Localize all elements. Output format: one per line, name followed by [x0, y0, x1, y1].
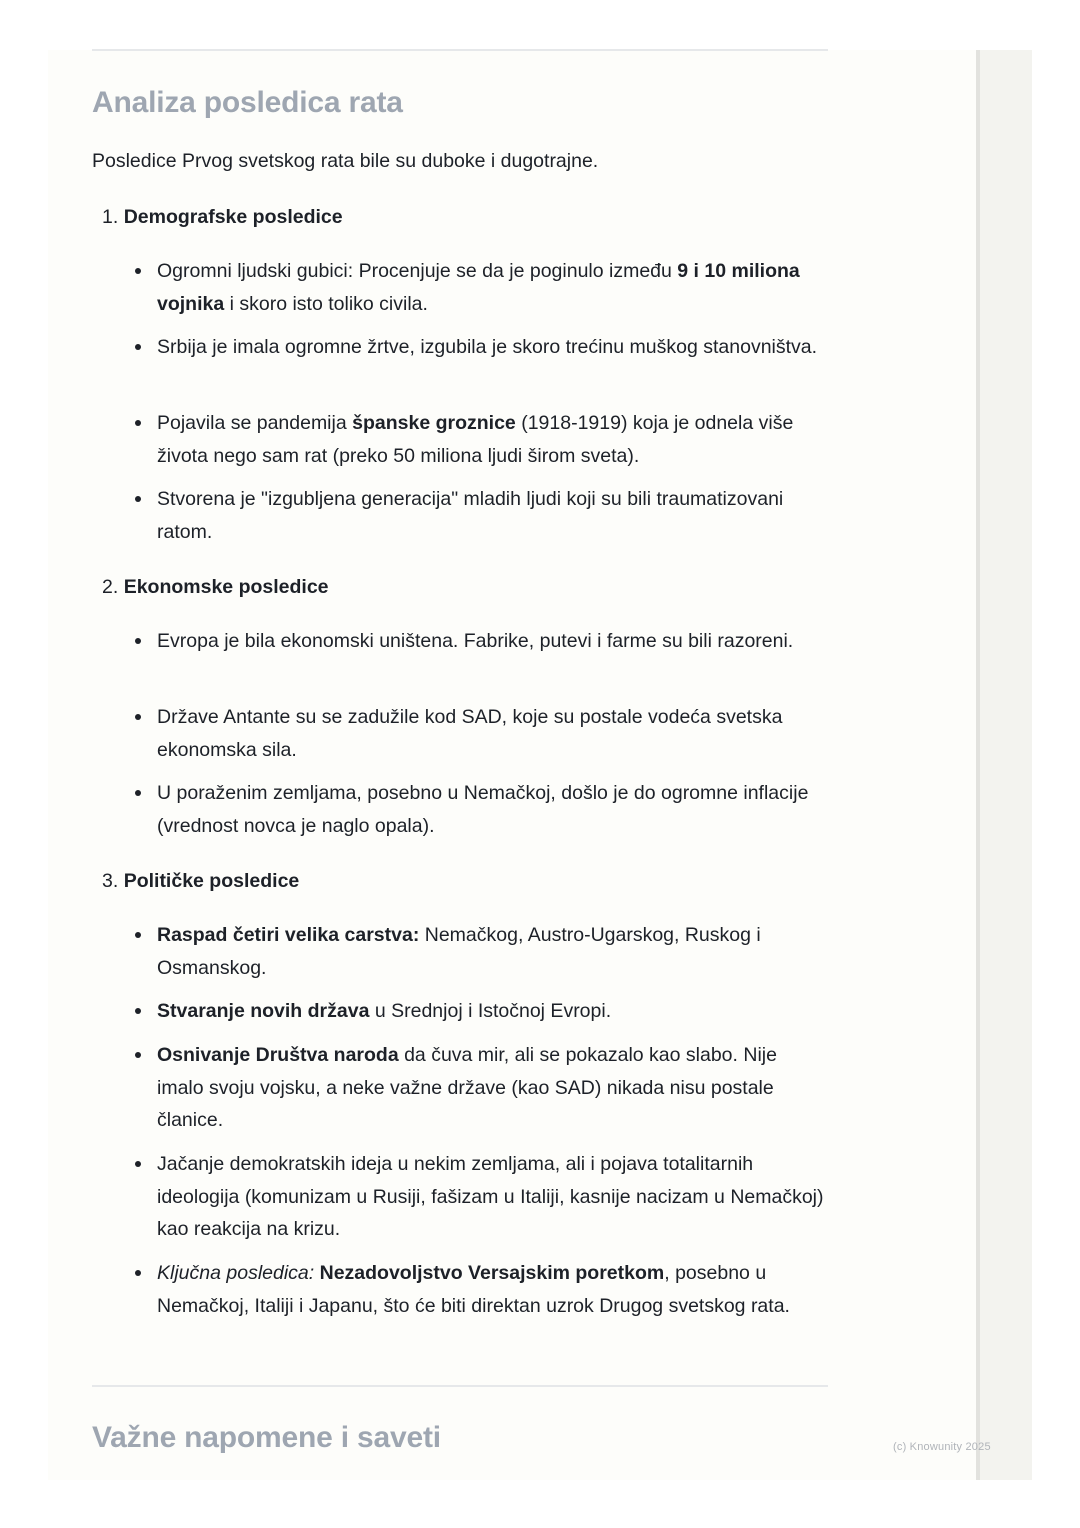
bullet-item — [157, 625, 827, 658]
side-divider — [976, 50, 980, 1480]
bottom-divider — [92, 1385, 828, 1387]
copyright-footer: (c) Knowunity 2025 — [893, 1441, 991, 1453]
bullet-item — [157, 1148, 827, 1246]
list-item-heading: Ekonomske posledice — [123, 576, 329, 598]
list-item-heading: Demografske posledice — [123, 206, 343, 228]
section-heading: Važne napomene i saveti — [92, 1421, 441, 1454]
bold-text: Raspad četiri velika carstva: — [157, 924, 420, 946]
bold-text: 9 i 10 miliona vojnika — [157, 260, 800, 315]
list-item-title — [102, 865, 299, 897]
text-run: U poraženim zemljama, posebno u Nemačkoj, došlo je do ogromne inflacije (vrednost novca je naglo opala). — [157, 782, 809, 837]
text-run: u Srednjoj i Istočnoj Evropi. — [369, 1000, 612, 1022]
text-run: (1918-1919) koja je odnela više života nego sam rat (preko 50 miliona ljudi širom sveta). — [157, 412, 794, 467]
text-run: , posebno u Nemačkoj, Italiji i Japanu, što će biti direktan uzrok Drugog svetskog rata. — [157, 1262, 790, 1317]
list-item-heading: Političke posledice — [123, 870, 300, 892]
list-item-title — [102, 571, 329, 603]
text-run: Evropa je bila ekonomski uništena. Fabrike, putevi i farme su bili razoreni. — [157, 630, 794, 652]
bold-text: Osnivanje Društva naroda — [157, 1044, 399, 1066]
bullet-item — [157, 1257, 827, 1322]
bullet-item — [157, 701, 827, 766]
bullet-item — [157, 255, 827, 320]
text-run: i skoro isto toliko civila. — [224, 292, 428, 315]
italic-text: Ključna posledica: — [157, 1262, 315, 1284]
bullet-item — [157, 331, 827, 364]
text-run: Stvorena je "izgubljena generacija" mladih ljudi koji su bili traumatizovani ratom. — [157, 488, 784, 543]
text-run: Nemačkog, Austro-Ugarskog, Ruskog i Osmanskog. — [157, 924, 761, 979]
text-run: Ogromni ljudski gubici: Procenjuje se da je poginulo između — [157, 260, 678, 282]
text-run: da čuva mir, ali se pokazalo kao slabo. Nije imalo svoju vojsku, a neke važne države (kao SAD) nikada nisu postale članice. — [157, 1044, 777, 1131]
bullet-item — [157, 483, 827, 548]
bullet-item — [157, 1039, 827, 1137]
bold-text: španske groznice — [352, 412, 516, 434]
top-divider — [92, 49, 828, 51]
bold-text: Stvaranje novih država — [157, 1000, 370, 1022]
bullet-item — [157, 407, 827, 472]
list-number: 1. — [102, 206, 119, 228]
text-run: Jačanje demokratskih ideja u nekim zemljama, ali i pojava totalitarnih ideologija (komunizam u Rusiji, fašizam u Italiji, kasnije nacizam u Nemačkoj) kao reakcija na krizu. — [157, 1153, 824, 1240]
bold-text: Nezadovoljstvo Versajskim poretkom — [319, 1262, 665, 1284]
text-run: Srbija je imala ogromne žrtve, izgubila je skoro trećinu muškog stanovništva. — [157, 336, 818, 358]
list-number: 2. — [102, 576, 119, 598]
bullet-item — [157, 919, 827, 984]
text-run: Države Antante su se zadužile kod SAD, koje su postale vodeća svetska ekonomska sila. — [157, 706, 783, 761]
text-run: Pojavila se pandemija — [157, 412, 353, 434]
side-panel — [976, 50, 1032, 1480]
bullet-item — [157, 777, 827, 842]
list-item-title — [102, 201, 343, 233]
bullet-item — [157, 995, 827, 1028]
section-heading: Analiza posledica rata — [92, 86, 403, 119]
list-number: 3. — [102, 870, 119, 892]
intro-paragraph: Posledice Prvog svetskog rata bile su duboke i dugotrajne. — [92, 150, 599, 172]
